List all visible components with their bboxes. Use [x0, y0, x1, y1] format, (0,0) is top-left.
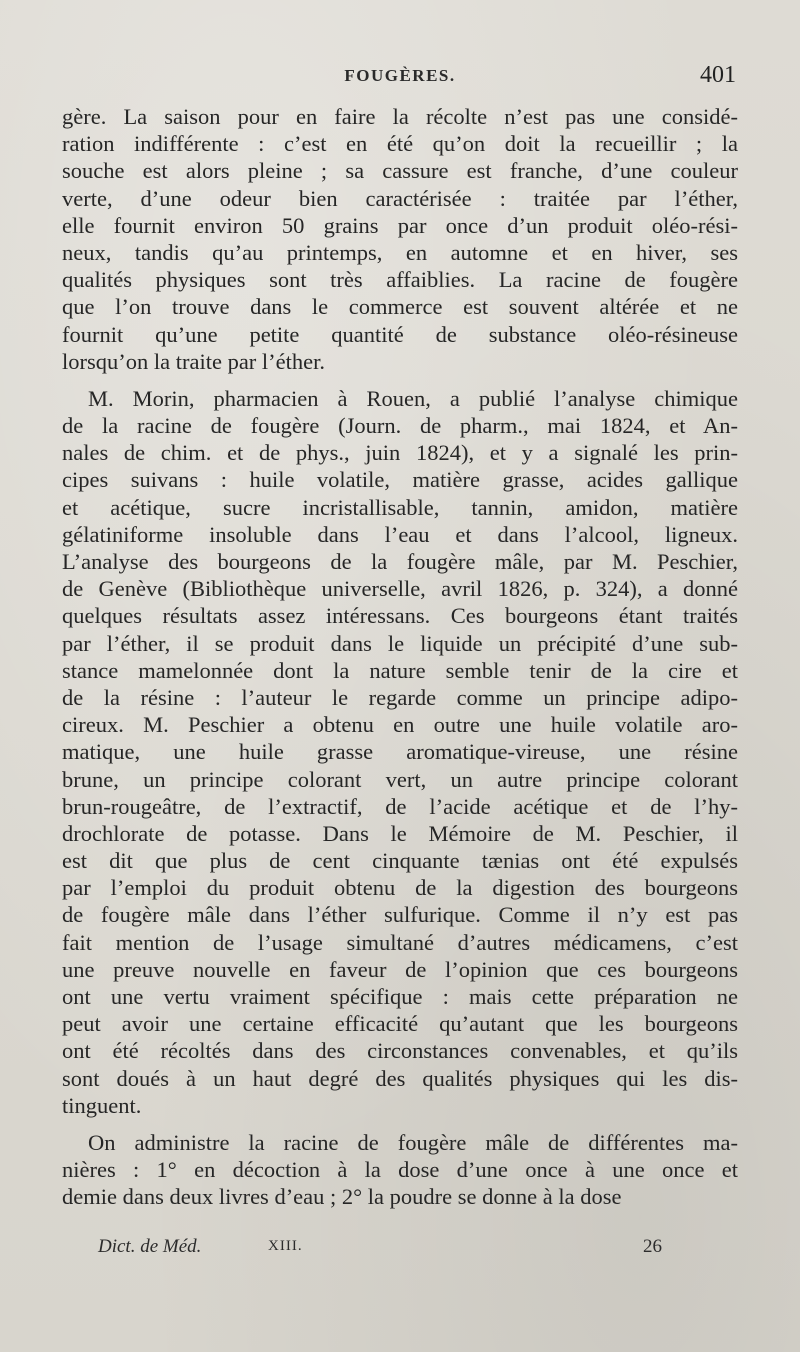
footer-signature: 26 [643, 1236, 662, 1257]
footer-title: Dict. de Méd. [98, 1236, 202, 1257]
text-line: qualités physiques sont très affaiblies. La racine de fougère [62, 267, 738, 293]
text-line: par l’emploi du produit obtenu de la digestion des bourgeons [62, 875, 738, 901]
page-header [64, 62, 736, 102]
text-line: cireux. M. Peschier a obtenu en outre une huile volatile aro- [62, 712, 738, 738]
text-line: ration indifférente : c’est en été qu’on doit la recueillir ; la [62, 131, 738, 157]
text-line: souche est alors pleine ; sa cassure est franche, d’une couleur [62, 158, 738, 184]
page-number: 401 [700, 62, 736, 88]
paragraph [62, 103, 738, 375]
footer-volume: XIII. [268, 1238, 303, 1254]
text-line: fournit qu’une petite quantité de substance oléo-résineuse [62, 321, 738, 347]
text-line: ont une vertu vraiment spécifique : mais cette préparation ne [62, 984, 738, 1009]
text-line: demie dans deux livres d’eau ; 2° la poudre se donne à la dose [62, 1184, 622, 1210]
text-line: matique, une huile grasse aromatique-vireuse, une résine [62, 739, 738, 765]
text-line: lorsqu’on la traite par l’éther. [62, 348, 326, 374]
text-line: stance mamelonnée dont la nature semble tenir de la cire et [62, 657, 738, 683]
text-line: nales de chim. et de phys., juin 1824), et y a signalé les prin- [62, 440, 738, 466]
text-line: cipes suivans : huile volatile, matière grasse, acides gallique [62, 467, 738, 493]
text-line: est dit que plus de cent cinquante tænias ont été expulsés [62, 848, 738, 874]
text-line: verte, d’une odeur bien caractérisée : traitée par l’éther, [62, 185, 738, 211]
text-line: drochlorate de potasse. Dans le Mémoire de M. Peschier, il [62, 820, 738, 846]
text-line: une preuve nouvelle en faveur de l’opinion que ces bourgeons [62, 956, 738, 982]
text-line: nières : 1° en décoction à la dose d’une once à une once et [62, 1157, 738, 1183]
text-line: elle fournit environ 50 grains par once d’un produit oléo-rési- [62, 212, 738, 238]
text-line: gélatiniforme insoluble dans l’eau et dans l’alcool, ligneux. [62, 521, 738, 547]
text-line: M. Morin, pharmacien à Rouen, a publié l’analyse chimique [88, 385, 738, 411]
text-line: et acétique, sucre incristallisable, tannin, amidon, matière [62, 494, 738, 520]
paragraph [62, 385, 738, 1119]
text-line: ont été récoltés dans des circonstances convenables, et qu’ils [62, 1038, 738, 1064]
text-line: par l’éther, il se produit dans le liquide un précipité d’une sub- [62, 630, 738, 656]
text-line: tinguent. [62, 1092, 142, 1118]
text-line: brun-rougeâtre, de l’extractif, de l’acide acétique et de l’hy- [62, 793, 738, 819]
text-line: peut avoir une certaine efficacité qu’autant que les bourgeons [62, 1011, 738, 1037]
text-line: L’analyse des bourgeons de la fougère mâle, par M. Peschier, [62, 549, 738, 574]
text-line: de fougère mâle dans l’éther sulfurique. Comme il n’y est pas [62, 902, 738, 928]
paragraph [62, 1129, 738, 1211]
text-line: gère. La saison pour en faire la récolte n’est pas une considé- [62, 104, 738, 129]
text-line: de la résine : l’auteur le regarde comme un principe adipo- [62, 684, 738, 710]
text-line: de la racine de fougère (Journ. de pharm., mai 1824, et An- [62, 413, 738, 439]
text-line: sont doués à un haut degré des qualités physiques qui les dis- [62, 1065, 738, 1091]
running-head: FOUGÈRES. [344, 66, 456, 85]
text-line: neux, tandis qu’au printemps, en automne et en hiver, ses [62, 239, 738, 265]
text-line: de Genève (Bibliothèque universelle, avril 1826, p. 324), a donné [62, 576, 738, 602]
text-line: fait mention de l’usage simultané d’autres médicamens, c’est [62, 929, 738, 955]
text-line: que l’on trouve dans le commerce est souvent altérée et ne [62, 294, 738, 320]
body-text [62, 103, 738, 1211]
text-line: brune, un principe colorant vert, un autre principe colorant [62, 766, 738, 792]
page-footer [62, 1236, 738, 1266]
text-line: On administre la racine de fougère mâle de différentes ma- [88, 1129, 738, 1155]
text-line: quelques résultats assez intéressans. Ces bourgeons étant traités [62, 603, 738, 629]
